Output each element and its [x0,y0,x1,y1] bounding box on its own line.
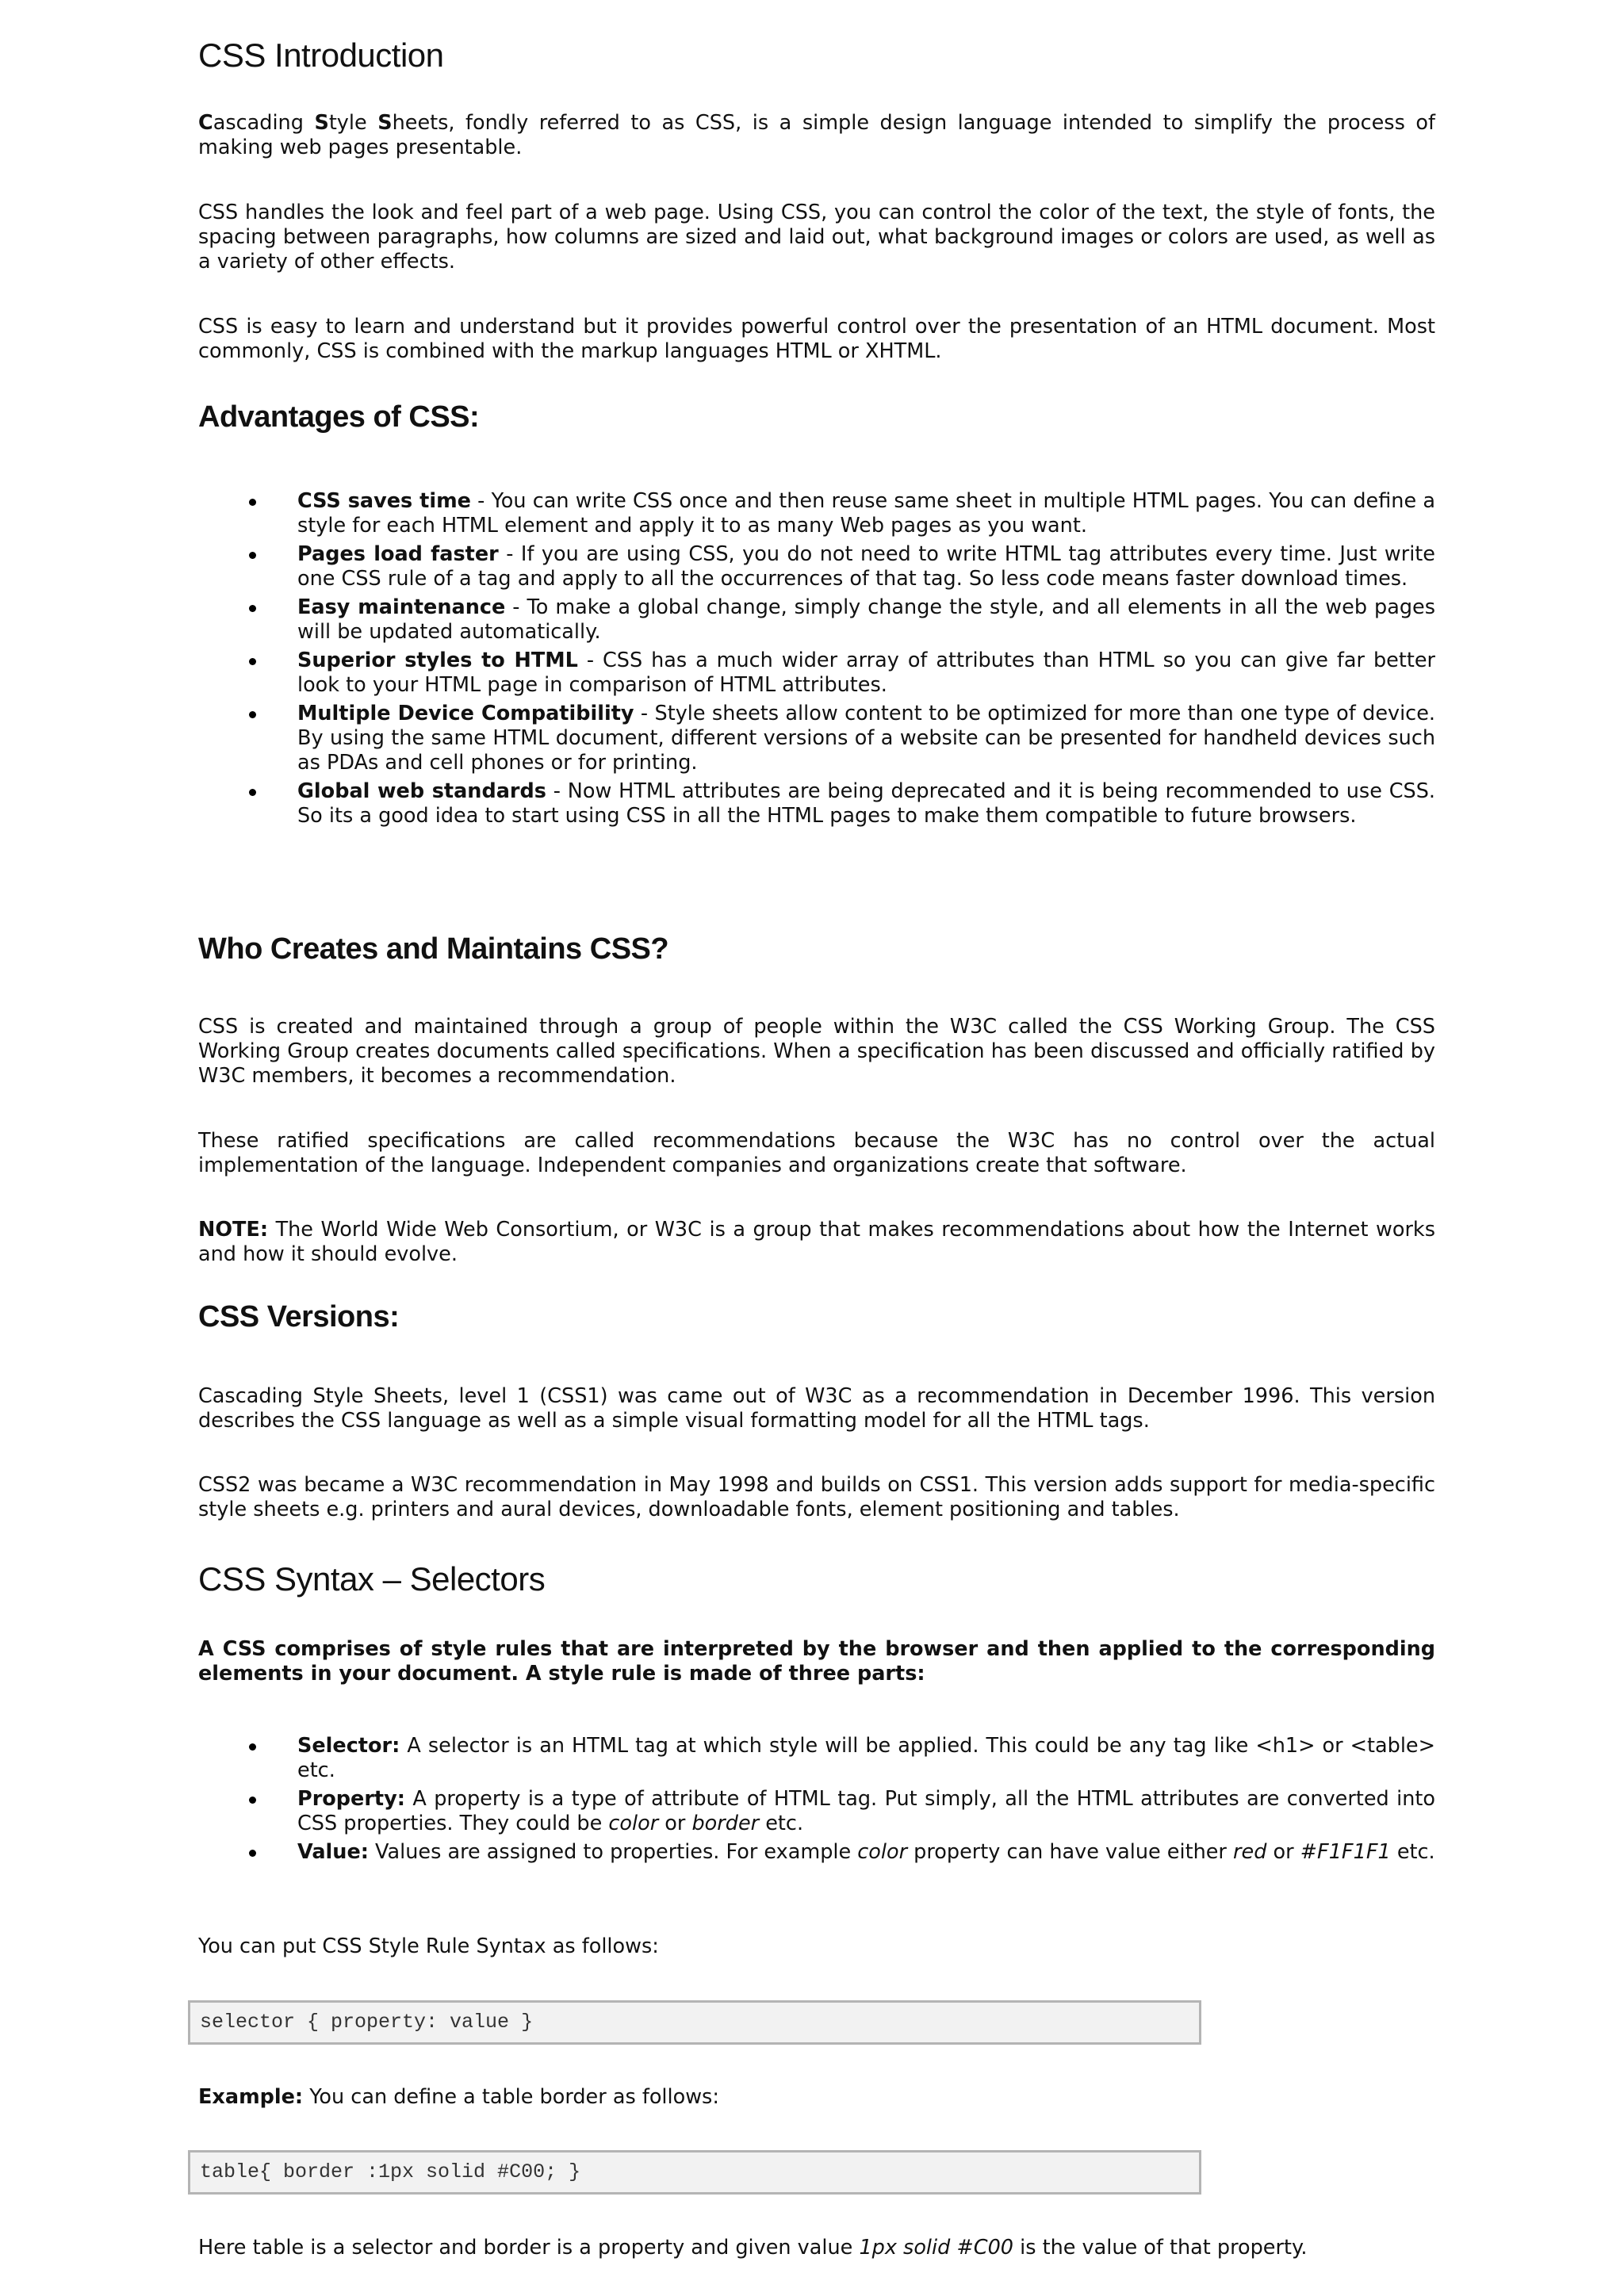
property-text-a: A property is a type of attribute of HTML tag. Put simply, all the HTML attributes are converted into CSS properties. They could be [297,1787,1435,1835]
final-text-b: is the value of that property. [1013,2236,1308,2260]
syntax-parts-list [198,1734,1435,1869]
list-item-term: CSS saves time [297,489,471,513]
value-text-d: etc. [1390,1840,1435,1864]
property-text-c: etc. [759,1812,804,1835]
intro-text-a: ascading [213,111,315,135]
versions-paragraph-1: Cascading Style Sheets, level 1 (CSS1) was came out of W3C as a recommendation in December 1996. This version describes the CSS language as well as a simple visual formatting model for all the HTML tags. [198,1384,1435,1433]
intro-bold-c: C [198,111,213,135]
value-text-b: property can have value either [907,1840,1234,1864]
value-em-hex: #F1F1F1 [1300,1840,1391,1864]
value-em-color: color [857,1840,908,1864]
list-item-term: Pages load faster [297,542,499,566]
final-em-value: 1px solid #C00 [859,2236,1014,2260]
who-paragraph-1: CSS is created and maintained through a group of people within the W3C called the CSS Working Group. The CSS Working Group creates documents called specifications. When a specification has been discussed and officially ratified by W3C members, it becomes a recommendation. [198,1015,1435,1088]
syntax-lead: A CSS comprises of style rules that are interpreted by the browser and then applied to the corresponding elements in your document. A style rule is made of three parts: [198,1637,1435,1686]
versions-heading: CSS Versions: [198,1300,400,1334]
list-item-text: - Style sheets allow content to be optimized for more than one type of device. By using the same HTML document, different versions of a website can be presented for handheld devices such as PDAs and cell phones or for printing. [297,702,1436,775]
list-item-text: - You can write CSS once and then reuse same sheet in multiple HTML pages. You can define a style for each HTML element and apply it to as many Web pages as you want. [297,489,1435,538]
list-item [198,1840,1435,1865]
list-item [198,1734,1435,1783]
rule-intro: You can put CSS Style Rule Syntax as follows: [198,1934,659,1958]
list-item-text: - Now HTML attributes are being deprecated and it is being recommended to use CSS. So its a good idea to start using CSS in all the HTML pages to make them compatible to future browsers. [297,779,1436,828]
example-text: You can define a table border as follows: [303,2085,719,2109]
value-text-a: Values are assigned to properties. For example [368,1840,858,1864]
selector-text: A selector is an HTML tag at which style will be applied. This could be any tag like <h1> or <table> etc. [297,1734,1435,1782]
page-title: CSS Introduction [198,36,444,74]
versions-paragraph-2: CSS2 was became a W3C recommendation in May 1998 and builds on CSS1. This version adds support for media-specific style sheets e.g. printers and aural devices, downloadable fonts, element positioning and tables. [198,1473,1435,1521]
code-block-syntax: selector { property: value } [188,2000,1201,2045]
intro-text-b: tyle [328,111,378,135]
syntax-heading: CSS Syntax – Selectors [198,1560,546,1598]
intro-bold-s: S [314,111,329,135]
value-term: Value: [297,1840,369,1864]
who-paragraph-2: These ratified specifications are called recommendations because the W3C has no control over the actual implementation of the language. Independent companies and organizations create that software. [198,1129,1435,1177]
final-text-a: Here table is a selector and border is a property and given value [198,2236,860,2260]
list-item-text: - If you are using CSS, you do not need to write HTML tag attributes every time. Just write one CSS rule of a tag and apply to all the occurrences of that tag. So less code means faster download times. [297,542,1435,591]
value-em-red: red [1233,1840,1267,1864]
property-em-border: border [691,1812,760,1835]
intro-paragraph-3: CSS is easy to learn and understand but it provides powerful control over the presentation of an HTML document. Most commonly, CSS is combined with the markup languages HTML or XHTML. [198,315,1435,363]
list-item [198,779,1435,828]
list-item [198,702,1435,775]
list-item-term: Easy maintenance [297,595,506,619]
list-item-term: Global web standards [297,779,546,803]
list-item [198,595,1435,645]
list-item-text: - To make a global change, simply change the style, and all elements in all the web pages will be updated automatically. [297,595,1435,644]
list-item [198,649,1435,698]
final-paragraph [198,2236,1435,2260]
intro-bold-s2: S [377,111,393,135]
list-item [198,1787,1435,1836]
intro-paragraph-1 [198,111,1435,160]
list-item-term: Multiple Device Compatibility [297,702,634,725]
note-text: The World Wide Web Consortium, or W3C is a group that makes recommendations about how the Internet works and how it should evolve. [198,1218,1435,1266]
example-paragraph [198,2085,1435,2110]
property-text-b: or [658,1812,692,1835]
selector-term: Selector: [297,1734,400,1758]
advantages-list [198,489,1435,832]
note-paragraph [198,1218,1435,1267]
value-text-c: or [1266,1840,1300,1864]
list-item [198,542,1435,591]
list-item [198,489,1435,538]
intro-paragraph-2: CSS handles the look and feel part of a web page. Using CSS, you can control the color of the text, the style of fonts, the spacing between paragraphs, how columns are sized and laid out, what background images or colors are used, as well as a variety of other effects. [198,201,1435,274]
intro-text-rest: heets, fondly referred to as CSS, is a simple design language intended to simplify the process of making web pages presentable. [198,111,1435,159]
code-block-example: table{ border :1px solid #C00; } [188,2150,1201,2195]
property-em-color: color [608,1812,659,1835]
example-label: Example: [198,2085,304,2109]
advantages-heading: Advantages of CSS: [198,400,480,434]
who-heading: Who Creates and Maintains CSS? [198,932,669,966]
list-item-term: Superior styles to HTML [297,649,578,672]
note-label: NOTE: [198,1218,269,1242]
property-term: Property: [297,1787,405,1811]
list-item-text: - CSS has a much wider array of attributes than HTML so you can give far better look to your HTML page in comparison of HTML attributes. [297,649,1435,697]
